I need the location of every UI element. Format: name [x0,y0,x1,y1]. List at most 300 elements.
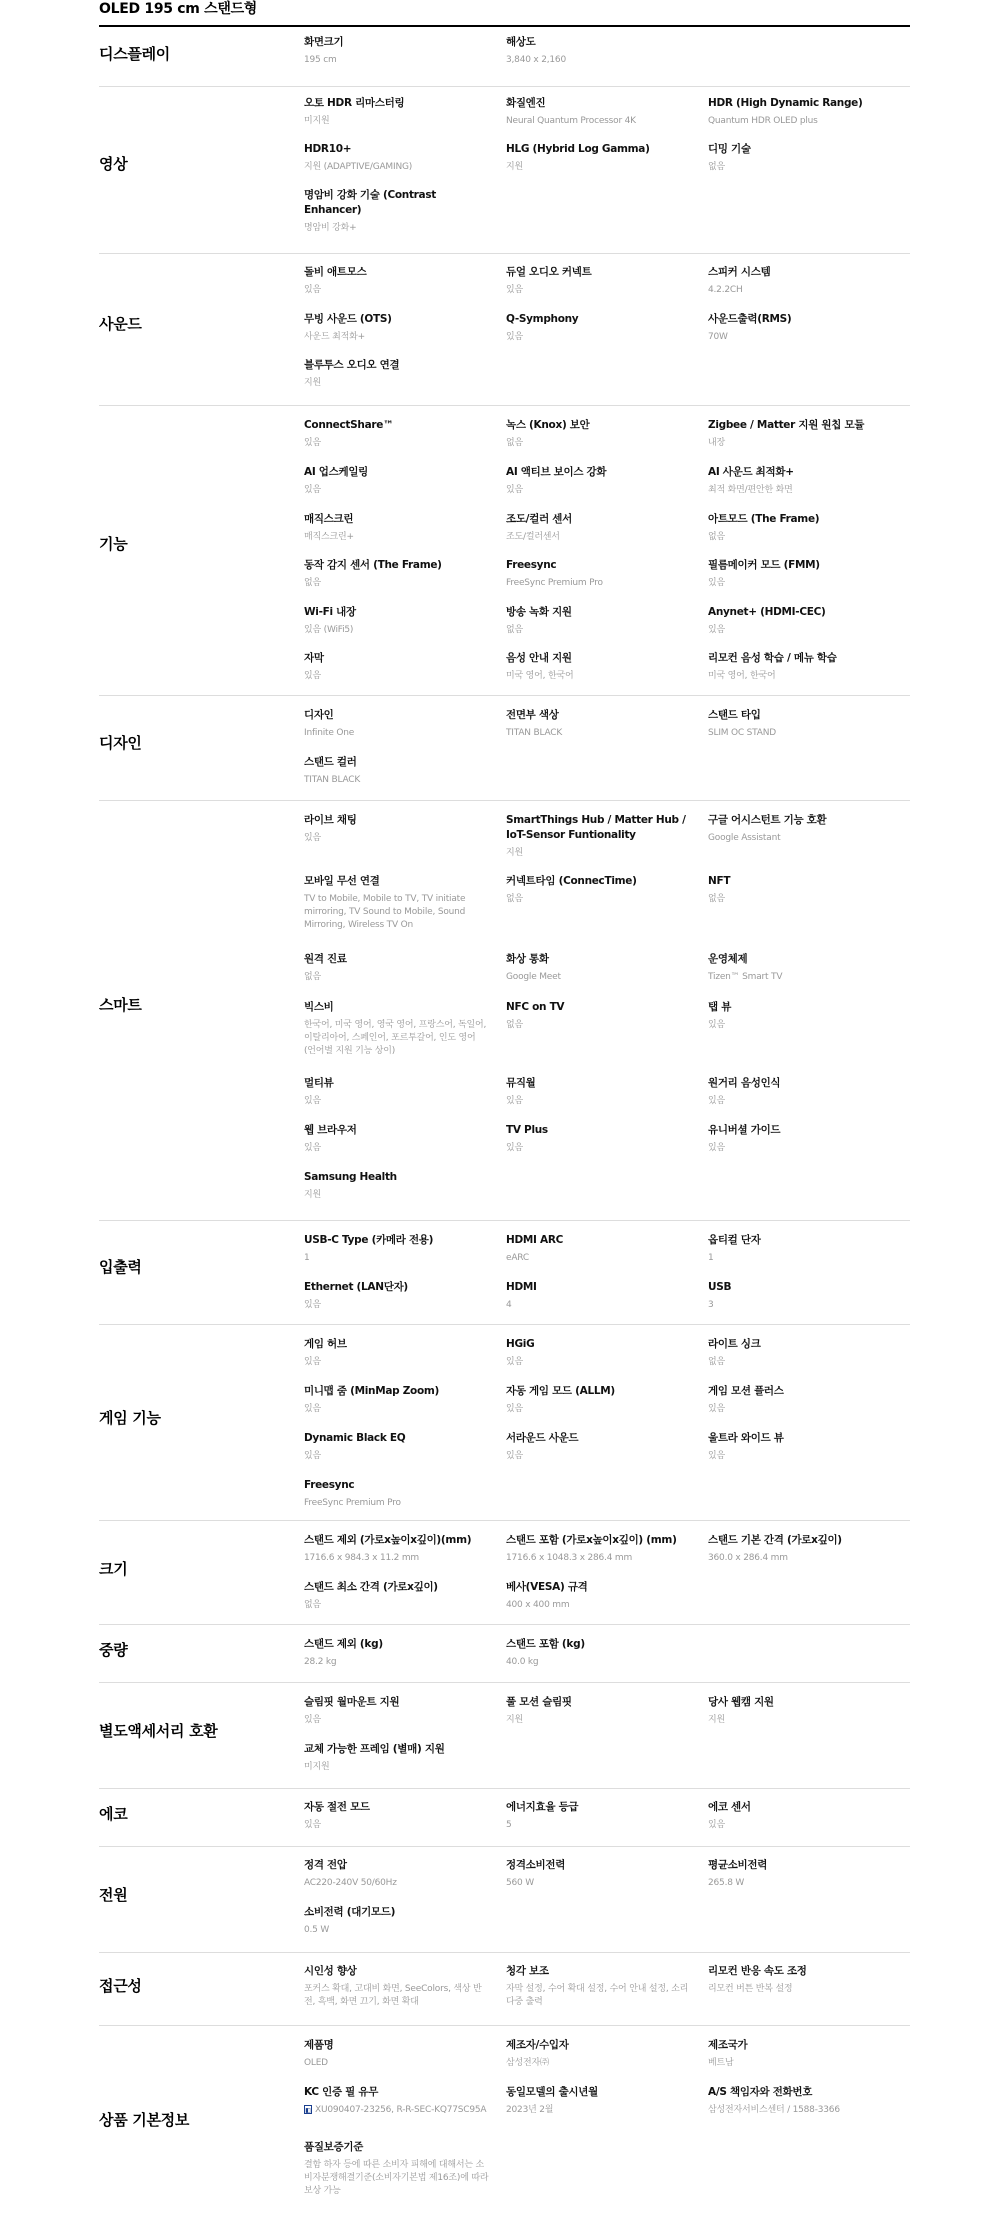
spec-item [304,1384,489,1416]
spec-item [708,1123,893,1155]
spec-label: 웹 브라우저 [304,1124,357,1136]
spec-item [304,1431,489,1463]
spec-label: 에너지효율 등급 [506,1801,579,1813]
spec-value: 명암비 강화+ [304,223,357,233]
spec-item [708,558,893,590]
spec-label: 시인성 향상 [304,1965,357,1977]
spec-label: AI 사운드 최적화+ [708,466,794,478]
spec-item [708,265,893,297]
spec-item [708,1431,893,1463]
spec-item [506,96,691,128]
spec-item [506,813,691,860]
spec-item [708,2038,893,2070]
spec-item [304,1123,489,1155]
kc-certification-number: XU090407-23256, R-R-SEC-KQ77SC95A [315,2105,487,2115]
spec-label: 풀 모션 슬림핏 [506,1696,572,1708]
spec-value: 있음 [708,1096,725,1106]
spec-label: 당사 웹캠 지원 [708,1696,774,1708]
section-title: 중량 [99,1641,128,1659]
spec-item [506,1431,691,1463]
spec-label: 스탠드 기본 간격 (가로x깊이) [708,1534,842,1546]
spec-item [304,1280,489,1312]
spec-item [304,1478,489,1510]
spec-label: 운영체제 [708,953,748,965]
spec-item [304,1964,489,2009]
spec-item [506,512,691,544]
spec-label: HDR10+ [304,143,352,155]
spec-value [304,2104,489,2117]
spec-item [304,1905,489,1937]
spec-value: 28.2 kg [304,1657,337,1667]
spec-label: Anynet+ (HDMI-CEC) [708,606,826,618]
spec-value: 있음 [506,485,523,495]
spec-section [99,1521,910,1625]
spec-value: 70W [708,332,728,342]
spec-value: 없음 [304,972,321,982]
spec-label: Freesync [304,1479,355,1491]
spec-label: 화질엔진 [506,97,546,109]
spec-value: Google Assistant [708,833,781,843]
spec-value: 560 W [506,1878,534,1888]
spec-item [708,1000,893,1032]
spec-value: 있음 [304,1357,321,1367]
spec-value: 2023년 2월 [506,2105,554,2115]
spec-label: 제조국가 [708,2039,748,2051]
spec-item [506,35,691,67]
spec-value: 265.8 W [708,1878,745,1888]
spec-item [708,1384,893,1416]
spec-label: 슬림핏 월마운트 지원 [304,1696,400,1708]
spec-item [304,605,489,637]
spec-section [99,254,910,406]
spec-label: 멀티뷰 [304,1077,334,1089]
spec-value: 있음 [304,1096,321,1106]
spec-label: 듀얼 오디오 커넥트 [506,266,592,278]
spec-label: 유니버셜 가이드 [708,1124,781,1136]
section-title: 영상 [99,155,128,173]
spec-value: 있음 [708,625,725,635]
spec-item [708,512,893,544]
spec-label: 울트라 와이드 뷰 [708,1432,784,1444]
spec-item [708,1076,893,1108]
spec-label: 미니맵 줌 (MinMap Zoom) [304,1385,439,1397]
section-title: 전원 [99,1886,128,1904]
spec-item [304,874,489,932]
spec-item [304,1695,489,1727]
spec-label: 스탠드 포함 (kg) [506,1638,585,1650]
spec-label: 베사(VESA) 규격 [506,1581,588,1593]
spec-value: 있음 [506,1357,523,1367]
spec-label: AI 액티브 보이스 강화 [506,466,607,478]
spec-value: TV to Mobile, Mobile to TV, TV initiate mirroring, TV Sound to Mobile, Sound Mirroring, Wireless TV On [304,894,466,930]
spec-item [708,1858,893,1890]
spec-value: 4 [506,1300,512,1310]
spec-item [708,1280,893,1312]
section-title: 에코 [99,1805,128,1823]
spec-item [708,952,893,984]
spec-item [506,1000,691,1032]
spec-value: 자막 설정, 수어 확대 설정, 수어 안내 설정, 소리 다중 출력 [506,1984,689,2007]
spec-value: 미국 영어, 한국어 [708,671,776,681]
spec-section [99,1625,910,1683]
spec-value: 사운드 최적화+ [304,332,365,342]
spec-label: Wi-Fi 내장 [304,606,356,618]
spec-label: 평균소비전력 [708,1859,768,1871]
spec-item [506,418,691,450]
spec-value: 있음 [506,1143,523,1153]
spec-item [304,96,489,128]
spec-label: 뮤직월 [506,1077,536,1089]
spec-value: Tizen™ Smart TV [708,972,783,982]
spec-label: 오토 HDR 리마스터링 [304,97,405,109]
spec-label: 교체 가능한 프레임 (별매) 지원 [304,1743,445,1755]
spec-value: 있음 [506,285,523,295]
spec-label: 디자인 [304,709,334,721]
spec-item [304,358,489,390]
spec-label: 아트모드 (The Frame) [708,513,820,525]
section-title: 기능 [99,535,128,553]
spec-value: 있음 [304,1404,321,1414]
spec-label: 스피커 시스템 [708,266,771,278]
spec-item [304,2140,489,2198]
spec-label: A/S 책임자와 전화번호 [708,2086,813,2098]
spec-label: 자동 게임 모드 (ALLM) [506,1385,615,1397]
spec-value: Google Meet [506,972,561,982]
section-title: 입출력 [99,1258,142,1276]
spec-value: 없음 [304,578,321,588]
spec-item [304,1742,489,1774]
spec-item [708,2085,893,2117]
spec-value: 있음 [708,1020,725,1030]
spec-value: 3,840 x 2,160 [506,55,566,65]
spec-value: 포커스 확대, 고대비 화면, SeeColors, 색상 반전, 흑백, 화면 끄기, 화면 확대 [304,1984,482,2007]
spec-label: 화면크기 [304,36,344,48]
section-title: 상품 기본정보 [99,2111,190,2129]
spec-item [304,708,489,740]
spec-item [506,265,691,297]
spec-value: 1 [708,1253,714,1263]
spec-item [506,1076,691,1108]
spec-label: 스탠드 컬러 [304,756,357,768]
spec-value: 없음 [708,894,725,904]
spec-value: 없음 [304,1600,321,1610]
spec-label: 스탠드 최소 간격 (가로x깊이) [304,1581,438,1593]
spec-value: 없음 [506,625,523,635]
spec-section [99,2026,910,2231]
spec-value: eARC [506,1253,529,1263]
spec-section [99,27,910,87]
spec-label: 필름메이커 모드 (FMM) [708,559,820,571]
spec-item [304,952,489,984]
spec-value: 있음 [506,332,523,342]
spec-label: 방송 녹화 지원 [506,606,572,618]
spec-value: 내장 [708,438,725,448]
spec-item [708,708,893,740]
spec-value: 있음 [506,1096,523,1106]
spec-section [99,696,910,801]
spec-value: 1 [304,1253,310,1263]
spec-value: 지원 (ADAPTIVE/GAMING) [304,162,413,172]
spec-value: 있음 [708,578,725,588]
spec-value: 매직스크린+ [304,532,354,542]
spec-value: 있음 [708,1404,725,1414]
spec-value: 360.0 x 286.4 mm [708,1553,788,1563]
spec-value: AC220-240V 50/60Hz [304,1878,397,1888]
spec-label: 화상 통화 [506,953,549,965]
spec-label: 구글 어시스턴트 기능 호환 [708,814,827,826]
spec-value: 1716.6 x 1048.3 x 286.4 mm [506,1553,633,1563]
spec-item [304,1580,489,1612]
spec-item [506,1123,691,1155]
spec-value: 지원 [506,1715,523,1725]
spec-item [506,1858,691,1890]
spec-item [304,755,489,787]
spec-label: 모바일 무선 연결 [304,875,380,887]
spec-value: 있음 (WiFi5) [304,625,354,635]
spec-label: 정격 전압 [304,1859,347,1871]
spec-value: 없음 [506,894,523,904]
spec-value: 조도/컬러센서 [506,532,560,542]
spec-label: 리모컨 반응 속도 조정 [708,1965,807,1977]
spec-value: Neural Quantum Processor 4K [506,116,636,126]
spec-item [304,1858,489,1890]
spec-item [304,265,489,297]
spec-value: 4.2.2CH [708,285,743,295]
spec-item [506,1533,691,1565]
spec-item [304,512,489,544]
spec-label: 서라운드 사운드 [506,1432,579,1444]
spec-value: 지원 [506,848,523,858]
spec-item [708,874,893,906]
spec-label: 빅스비 [304,1001,334,1013]
spec-item [506,1964,691,2009]
spec-item [708,1964,893,1996]
spec-item [708,1533,893,1565]
spec-item [304,1000,489,1058]
spec-value: 있음 [304,285,321,295]
spec-label: 무빙 사운드 (OTS) [304,313,392,325]
spec-label: 정격소비전력 [506,1859,566,1871]
section-title: 접근성 [99,1977,142,1995]
spec-item [304,418,489,450]
spec-label: 옵티컬 단자 [708,1234,761,1246]
spec-item [304,188,489,235]
spec-item [506,142,691,174]
spec-value: OLED [304,2058,328,2068]
spec-label: 게임 허브 [304,1338,347,1350]
spec-item [304,465,489,497]
spec-label: 스탠드 타입 [708,709,761,721]
spec-label: HDMI ARC [506,1234,564,1246]
spec-item [506,651,691,683]
spec-section [99,1847,910,1953]
spec-item [708,651,893,683]
spec-value: Quantum HDR OLED plus [708,116,818,126]
spec-label: 게임 모션 플러스 [708,1385,784,1397]
spec-label: Q-Symphony [506,313,579,325]
spec-item [506,312,691,344]
spec-label: 탭 뷰 [708,1001,732,1013]
spec-label: KC 인증 필 유무 [304,2086,379,2098]
spec-value: FreeSync Premium Pro [304,1498,401,1508]
section-title: 디자인 [99,734,142,752]
spec-item [506,1233,691,1265]
spec-value: 있음 [304,438,321,448]
section-title: 별도액세서리 호환 [99,1722,218,1740]
spec-section [99,1325,910,1521]
spec-value: 3 [708,1300,714,1310]
spec-value: Infinite One [304,728,355,738]
spec-item [506,2038,691,2070]
spec-item [304,558,489,590]
spec-item [708,96,893,128]
spec-label: 리모컨 음성 학습 / 메뉴 학습 [708,652,837,664]
spec-section [99,87,910,254]
spec-item [506,1695,691,1727]
spec-item [304,2085,489,2117]
spec-value: 있음 [708,1820,725,1830]
spec-label: USB [708,1281,732,1293]
spec-item [506,1337,691,1369]
spec-value: 없음 [506,1020,523,1030]
spec-label: 사운드출력(RMS) [708,313,792,325]
spec-label: Zigbee / Matter 지원 원칩 모듈 [708,419,865,431]
spec-value: 없음 [506,438,523,448]
section-title: 사운드 [99,315,142,333]
spec-value: 400 x 400 mm [506,1600,570,1610]
spec-item [304,1533,489,1565]
spec-label: TV Plus [506,1124,548,1136]
spec-section [99,1789,910,1847]
spec-item [506,558,691,590]
spec-item [506,1580,691,1612]
spec-value: 없음 [708,162,725,172]
spec-item [304,813,489,845]
spec-label: 원격 진료 [304,953,347,965]
spec-value: 5 [506,1820,512,1830]
spec-item [708,1337,893,1369]
spec-label: 에코 센서 [708,1801,751,1813]
section-title: 크기 [99,1560,128,1578]
spec-item [708,142,893,174]
spec-item [506,2085,691,2117]
spec-value: 195 cm [304,55,337,65]
spec-value: 삼성전자서비스센터 / 1588-3366 [708,2105,840,2115]
spec-label: USB-C Type (카메라 전용) [304,1234,434,1246]
spec-item [304,312,489,344]
spec-label: NFC on TV [506,1001,565,1013]
spec-label: 스탠드 제외 (kg) [304,1638,383,1650]
spec-value: SLIM OC STAND [708,728,776,738]
spec-item [304,651,489,683]
spec-value: 있음 [304,1820,321,1830]
spec-value: TITAN BLACK [304,775,361,785]
spec-item [708,813,893,845]
spec-label: 전면부 색상 [506,709,559,721]
spec-section [99,1683,910,1789]
spec-label: HLG (Hybrid Log Gamma) [506,143,650,155]
spec-value: 있음 [506,1404,523,1414]
spec-value: 미국 영어, 한국어 [506,671,574,681]
spec-item [708,1233,893,1265]
spec-value: 결함 하자 등에 따른 소비자 피해에 대해서는 소비자분쟁해결기준(소비자기본법 제16조)에 따라 보상 가능 [304,2160,489,2196]
spec-label: 스탠드 포함 (가로x높이x깊이) (mm) [506,1534,677,1546]
spec-value: 지원 [304,1190,321,1200]
spec-label: 원거리 음성인식 [708,1077,781,1089]
spec-item [506,1800,691,1832]
spec-value: 있음 [304,1143,321,1153]
spec-item [506,952,691,984]
spec-value: 미지원 [304,116,330,126]
spec-item [304,1637,489,1669]
spec-label: Dynamic Black EQ [304,1432,406,1444]
spec-label: 커넥트타임 (ConnecTime) [506,875,637,887]
spec-label: 명암비 강화 기술 (Contrast Enhancer) [304,189,437,216]
spec-value: 없음 [708,532,725,542]
spec-value: 없음 [708,1357,725,1367]
spec-label: Samsung Health [304,1171,397,1183]
spec-value: 있음 [304,671,321,681]
spec-item [304,1233,489,1265]
spec-item [304,1800,489,1832]
spec-label: 자막 [304,652,324,664]
spec-value: TITAN BLACK [506,728,563,738]
spec-item [304,2038,489,2070]
spec-item [708,418,893,450]
spec-value: 있음 [304,485,321,495]
spec-value: 지원 [506,162,523,172]
spec-item [506,874,691,906]
spec-label: 녹스 (Knox) 보안 [506,419,590,431]
spec-value: 베트남 [708,2058,734,2068]
spec-label: HDMI [506,1281,537,1293]
spec-label: AI 업스케일링 [304,466,369,478]
spec-item [506,1280,691,1312]
spec-section [99,801,910,1221]
spec-label: 동작 감지 센서 (The Frame) [304,559,442,571]
spec-label: NFT [708,875,731,887]
spec-label: ConnectShare™ [304,419,394,431]
spec-label: 자동 절전 모드 [304,1801,370,1813]
kc-certification-icon: ◧ [305,2107,311,2114]
spec-label: 블루투스 오디오 연결 [304,359,400,371]
section-title: 스마트 [99,996,142,1014]
section-title: 게임 기능 [99,1409,161,1427]
spec-label: HGiG [506,1338,535,1350]
spec-section [99,1953,910,2026]
spec-label: 동일모델의 출시년월 [506,2086,598,2098]
spec-value: 있음 [304,1715,321,1725]
spec-item [506,1384,691,1416]
spec-label: 돌비 애트모스 [304,266,367,278]
spec-value: 최적 화면/편안한 화면 [708,485,793,495]
spec-value: 1716.6 x 984.3 x 11.2 mm [304,1553,419,1563]
spec-value: 40.0 kg [506,1657,539,1667]
spec-label: 매직스크린 [304,513,354,525]
spec-value: 지원 [708,1715,725,1725]
spec-item [506,1637,691,1669]
spec-item [708,1695,893,1727]
page-title: OLED 195 cm 스탠드형 [99,1,258,17]
spec-value: 있음 [708,1143,725,1153]
spec-label: Ethernet (LAN단자) [304,1281,408,1293]
section-title: 디스플레이 [99,45,170,63]
spec-item [304,1076,489,1108]
spec-value: 있음 [708,1451,725,1461]
spec-value: 미지원 [304,1762,330,1772]
spec-label: 음성 안내 지원 [506,652,572,664]
spec-value: 지원 [304,378,321,388]
